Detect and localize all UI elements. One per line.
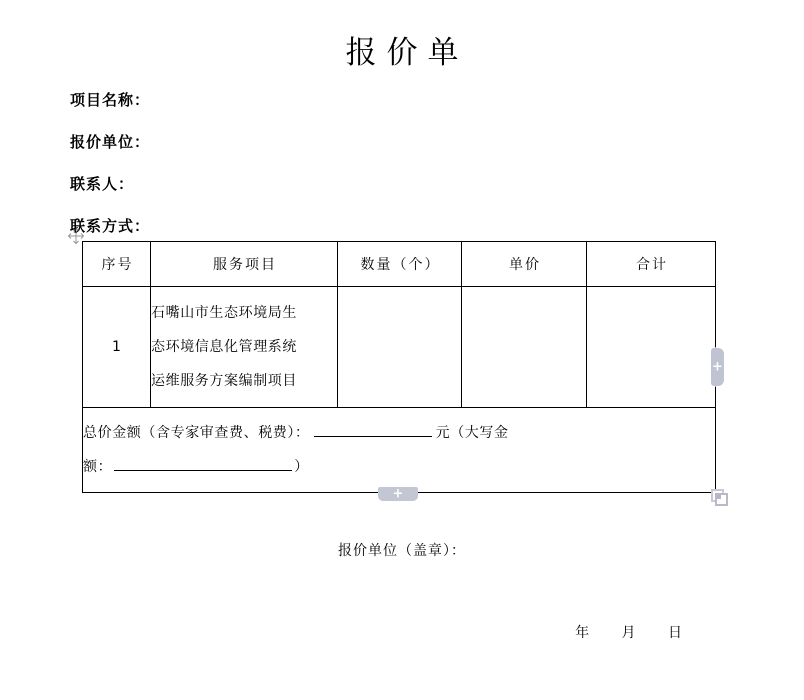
table-header-total[interactable]: 合计 bbox=[587, 242, 716, 287]
service-item-line-1: 石嘴山市生态环境局生 bbox=[151, 305, 297, 321]
add-column-handle[interactable] bbox=[711, 348, 724, 386]
cell-service-item[interactable] bbox=[151, 287, 338, 408]
cell-unit-price[interactable] bbox=[462, 287, 587, 408]
quote-table bbox=[82, 241, 716, 493]
plus-icon: + bbox=[392, 486, 404, 502]
field-label-project-name: 项目名称： bbox=[70, 91, 151, 109]
field-label-contact-person: 联系人： bbox=[70, 175, 135, 193]
field-label-contact-method: 联系方式： bbox=[70, 217, 151, 235]
total-amount-prefix: 总价金额（含专家审查费、税费）： bbox=[83, 425, 310, 441]
cell-quantity[interactable] bbox=[338, 287, 462, 408]
table-row bbox=[83, 287, 716, 408]
add-row-handle[interactable] bbox=[378, 487, 418, 501]
service-item-line-3: 运维服务方案编制项目 bbox=[151, 373, 297, 389]
page-title: 报价单 bbox=[345, 35, 469, 71]
total-amount-words-suffix: ） bbox=[294, 459, 309, 475]
total-amount-blank-number[interactable] bbox=[314, 421, 432, 437]
date-label: 年 月 日 bbox=[575, 625, 696, 641]
total-amount-blank-words[interactable] bbox=[114, 455, 292, 471]
move-cross-arrows-icon bbox=[67, 227, 85, 245]
table-header-row bbox=[83, 242, 716, 287]
table-header-service[interactable]: 服务项目 bbox=[151, 242, 338, 287]
quote-table-container bbox=[82, 241, 715, 493]
total-amount-words-prefix: 额： bbox=[83, 459, 113, 475]
stamp-label: 报价单位（盖章）： bbox=[338, 543, 466, 559]
cell-total[interactable] bbox=[587, 287, 716, 408]
total-amount-line-1 bbox=[83, 416, 715, 450]
table-header-quantity[interactable]: 数量（个） bbox=[338, 242, 462, 287]
cell-total-amount[interactable] bbox=[83, 408, 716, 493]
field-label-quoting-unit: 报价单位： bbox=[70, 133, 151, 151]
service-item-line-2: 态环境信息化管理系统 bbox=[151, 339, 297, 355]
plus-icon: + bbox=[712, 359, 723, 375]
table-move-handle-icon[interactable] bbox=[67, 227, 85, 245]
total-amount-suffix: 元（大写金 bbox=[435, 425, 509, 441]
table-resize-handle[interactable] bbox=[711, 489, 726, 504]
total-amount-line-2 bbox=[83, 450, 715, 484]
cell-row-number[interactable]: 1 bbox=[83, 287, 151, 408]
table-total-row bbox=[83, 408, 716, 493]
table-header-unitprice[interactable]: 单价 bbox=[462, 242, 587, 287]
resize-square-dot-icon bbox=[717, 495, 721, 499]
table-header-no[interactable]: 序号 bbox=[83, 242, 151, 287]
